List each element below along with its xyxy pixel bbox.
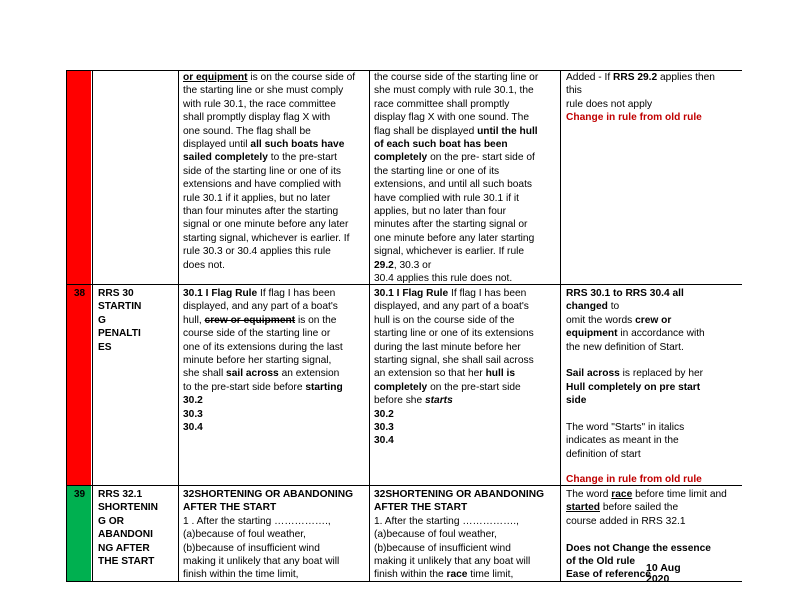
text-run: , 30.3 or	[393, 259, 432, 271]
text-run: until the hull	[477, 125, 538, 137]
row-number-39: 39	[74, 489, 86, 500]
remarks-row1	[566, 71, 742, 125]
text-run: changed	[566, 301, 608, 313]
column-divider	[92, 70, 93, 582]
text-run: crew or	[635, 314, 672, 326]
text-run: hull,	[183, 314, 205, 326]
text-line: course side of the starting line or	[183, 328, 331, 340]
text-run: starting	[305, 381, 343, 393]
text-line: 30.3	[374, 422, 394, 434]
text-line: course added in RRS 32.1	[566, 515, 686, 527]
text-line: she must comply with rule 30.1, the	[374, 85, 534, 97]
text-line: indicates as meant in the	[566, 435, 679, 447]
text-line: The word "Starts" in italics	[566, 422, 685, 434]
new-rule-text-row2	[374, 287, 560, 448]
text-line: starting line or one of its extensions	[374, 328, 534, 340]
text-line: extensions and have complied with	[183, 179, 342, 191]
text-line: have complied with rule 30.1 if it	[374, 192, 519, 204]
row-color-stripe-red	[67, 71, 91, 485]
text-line: the new definition of Start.	[566, 341, 684, 353]
text-run: Added - If	[566, 72, 614, 83]
text-run: sail across	[226, 368, 279, 380]
spacer	[566, 528, 742, 541]
text-run: started	[566, 502, 600, 514]
text-run: is on the	[295, 314, 337, 326]
text-line: rule 30.1 if it applies, but no later	[183, 192, 331, 204]
text-line: extensions, and until all such boats	[374, 179, 533, 191]
text-run: all such boats have	[250, 139, 345, 151]
text-run: to the pre-start side before	[183, 381, 306, 393]
text-line: the starting line or one of its	[374, 165, 500, 177]
text-line: 1 . After the starting …………….,	[183, 515, 331, 527]
text-run: completely	[374, 381, 428, 393]
text-run: hull is	[485, 368, 516, 380]
text-run: 30.1 I Flag Rule	[183, 288, 258, 299]
text-line: display flag X with one sound. The	[374, 112, 529, 124]
text-line: definition of start	[566, 448, 641, 460]
text-run: is on the course side of	[247, 72, 356, 83]
column-divider	[66, 70, 67, 582]
text-line: G OR	[98, 515, 125, 527]
column-divider	[178, 70, 179, 582]
text-line: 1. After the starting …………….,	[374, 515, 519, 527]
text-line: than four minutes after the starting	[183, 206, 339, 218]
row-number-38: 38	[74, 288, 86, 299]
struck-text: crew or equipment	[204, 314, 296, 326]
text-run: completely	[374, 152, 428, 164]
text-line: hull is on the course side of the	[374, 314, 515, 326]
text-run: omit the words	[566, 314, 636, 326]
text-run: If flag I has been	[448, 288, 527, 299]
text-line: 30.4	[183, 422, 203, 434]
text-line: STARTIN	[98, 301, 142, 313]
text-line: AFTER THE START	[183, 502, 277, 514]
text-line: of each such boat has been	[374, 139, 508, 151]
text-run: on the pre- start side of	[427, 152, 535, 164]
rule-title-row2	[98, 287, 178, 354]
text-line: displayed, and any part of a boat's	[374, 301, 529, 313]
change-note: Change in rule from old rule	[566, 474, 702, 485]
text-line: signal or one minute before any later	[183, 219, 349, 231]
new-rule-text-row1	[374, 71, 560, 286]
text-run: race	[446, 569, 468, 581]
text-line: 30.4 applies this rule does not.	[374, 273, 513, 285]
text-run: If flag I has been	[257, 288, 336, 299]
text-line: displayed, and any part of a boat's	[183, 301, 338, 313]
text-line: G	[98, 314, 106, 326]
text-run: Sail across	[566, 368, 620, 380]
text-line: ABANDONI	[98, 529, 153, 541]
text-run: in accordance with	[617, 328, 705, 340]
text-line: (a)because of foul weather,	[183, 529, 306, 541]
text-line: (b)because of insufficient wind	[183, 542, 320, 554]
text-line: RRS 30.1 to RRS 30.4 all	[566, 288, 684, 299]
year-line: 2020	[646, 573, 670, 585]
text-line: during the last minute before her	[374, 341, 521, 353]
text-line: applies, but no later than four	[374, 206, 506, 218]
text-line: 32SHORTENING OR ABANDONING	[183, 489, 353, 500]
text-line: ES	[98, 341, 112, 353]
spacer	[566, 408, 742, 421]
text-run: equipment	[566, 328, 618, 340]
text-line: shall promptly display flag X with	[183, 112, 331, 124]
text-line: rule 30.3 or 30.4 applies this rule	[183, 246, 331, 258]
text-run: before she	[374, 395, 425, 407]
text-run: on the pre-start side	[427, 381, 521, 393]
text-run: before sailed the	[599, 502, 679, 514]
text-line: race committee shall promptly	[374, 98, 510, 110]
text-run: to the pre-start	[267, 152, 338, 164]
text-line: 30.4	[374, 435, 394, 447]
text-line: the starting line or she must comply	[183, 85, 344, 97]
text-line: one minute before any later starting	[374, 232, 535, 244]
text-run: 30.1 I Flag Rule	[374, 288, 449, 299]
text-line: NG AFTER	[98, 542, 150, 554]
spacer	[566, 354, 742, 367]
text-run: 29.2	[374, 259, 394, 271]
text-line: Hull completely on pre start	[566, 381, 701, 393]
text-line: (b)because of insufficient wind	[374, 542, 511, 554]
text-run: is replaced by her	[619, 368, 704, 380]
text-line: side	[566, 395, 587, 407]
text-line: 30.2	[183, 395, 203, 407]
text-line: signal, whichever is earlier. If rule	[374, 246, 525, 258]
text-run: displayed until	[183, 139, 251, 151]
text-line: Ease of reference	[566, 569, 651, 581]
text-line: the course side of the starting line or	[374, 72, 539, 83]
text-line: does not.	[183, 259, 225, 271]
text-run: she shall	[183, 368, 227, 380]
text-line: with rule 30.1, the race committee	[183, 98, 336, 110]
text-line: SHORTENIN	[98, 502, 158, 514]
slide-date	[646, 563, 681, 585]
remarks-row2	[566, 287, 742, 461]
old-rule-text-row1	[183, 71, 369, 272]
text-line: THE START	[98, 556, 155, 568]
text-line: of the Old rule	[566, 556, 636, 568]
text-line: rule does not apply	[566, 98, 653, 110]
text-line: one of its extensions during the last	[183, 341, 343, 353]
text-line: one sound. The flag shall be	[183, 125, 311, 137]
column-divider	[560, 70, 561, 582]
text-line: 32SHORTENING OR ABANDONING	[374, 489, 544, 500]
text-line: this	[566, 85, 582, 97]
text-line: side of the starting line or one of its	[183, 165, 341, 177]
text-line: RRS 32.1	[98, 489, 143, 500]
text-line: 30.3	[183, 408, 203, 420]
text-run: sailed completely	[183, 152, 268, 164]
change-note-row2	[566, 473, 742, 486]
text-line: minute before her starting signal,	[183, 355, 332, 367]
text-run: applies then	[657, 72, 715, 83]
text-run: RRS 29.2	[613, 72, 658, 83]
text-run: time limit,	[467, 569, 514, 581]
text-run: race	[611, 489, 633, 500]
text-line: minutes after the starting signal or	[374, 219, 528, 231]
text-run: The word	[566, 489, 612, 500]
text-run: or equipment	[183, 72, 248, 83]
text-line: finish within the time limit,	[183, 569, 299, 581]
text-line: PENALTI	[98, 328, 141, 340]
text-line: AFTER THE START	[374, 502, 468, 514]
text-line: Does not Change the essence	[566, 542, 711, 554]
text-line: RRS 30	[98, 288, 134, 299]
text-line: making it unlikely that any boat will	[374, 556, 531, 568]
text-line: (a)because of foul weather,	[374, 529, 497, 541]
rules-comparison-table	[66, 70, 742, 582]
old-rule-text-row2	[183, 287, 369, 434]
text-run: starts	[424, 395, 453, 407]
text-run: finish within the	[374, 569, 447, 581]
text-line: starting signal, whichever is earlier. If	[183, 232, 350, 244]
change-note: Change in rule from old rule	[566, 112, 702, 124]
text-line: 30.2	[374, 408, 394, 420]
text-line: starting signal, she shall sail across	[374, 355, 534, 367]
text-run: before time limit and	[632, 489, 727, 500]
text-run: an extension	[278, 368, 340, 380]
new-rule-text-row3	[374, 488, 560, 582]
old-rule-text-row3	[183, 488, 369, 582]
rule-title-row3	[98, 488, 178, 568]
column-divider	[369, 70, 370, 582]
date-line: 10 Aug	[646, 562, 681, 574]
text-line: making it unlikely that any boat will	[183, 556, 340, 568]
text-run: to	[607, 301, 620, 313]
text-run: an extension so that her	[374, 368, 486, 380]
text-run: flag shall be displayed	[374, 125, 478, 137]
